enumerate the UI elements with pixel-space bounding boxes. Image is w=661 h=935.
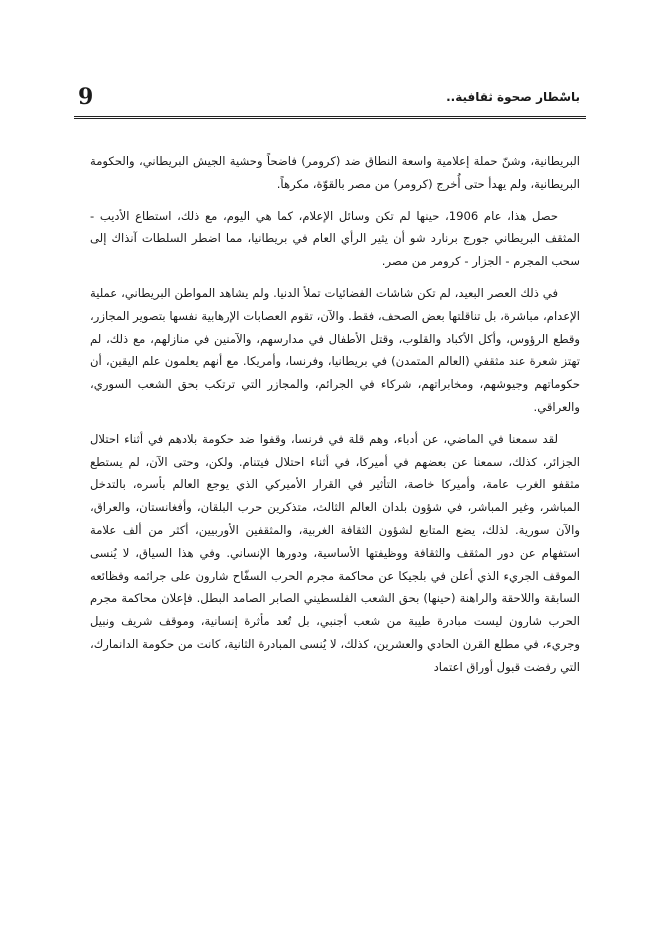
body-text xyxy=(90,150,580,688)
paragraph: لقد سمعنا في الماضي، عن أدباء، وهم قلة في فرنسا، وقفوا ضد حكومة بلادهم في أثناء احتلال الجزائر، كذلك، سمعنا عن بعضهم في أميركا، في أثناء احتلال فيتنام. ولكن، وحتى الآن، لم يستطع مثقفو الغرب عامة، وأميركا خاصة، التأثير في القرار الأميركي الذي يوجع العالم بأسره، بالتدخل المباشر، وغير المباشر، في شؤون بلدان العالم الثالث، متذكرين حرب البلقان، وأفغانستان، والعراق، والآن سورية. لذلك، يضع المتابع لشؤون الثقافة الغربية، والمثقفين الأوربيين، أكثر من ألف علامة استفهام عن دور المثقف والثقافة ووظيفتها الأساسية، ودورها الإنساني. وفي هذا السياق، لا يُنسى الموقف الجريء الذي أعلن في بلجيكا عن محاكمة مجرم الحرب السفّاح شارون على جرائمه وفظائعه السابقة واللاحقة والراهنة (حينها) بحق الشعب الفلسطيني الصابر الصامد البطل. فإعلان محاكمة مجرم الحرب شارون ليست مبادرة طيبة من شعب أجنبي، بل تُعد مأثرة إنسانية، وموقف شريف ونبيل وجريء، في مطلع القرن الحادي والعشرين، كذلك، لا يُنسى المبادرة الثانية، كانت من حكومة الدانمارك، التي رفضت قبول أوراق اعتماد xyxy=(90,431,580,674)
paragraph: في ذلك العصر البعيد، لم تكن شاشات الفضائيات تملأ الدنيا. ولم يشاهد المواطن البريطاني، عملية الإعدام، مباشرة، بل تناقلتها بعض الصحف، فقط. والآن، تقوم العصابات الإرهابية نفسها بتصوير المجازر، وقطع الرؤوس، وأكل الأكباد والقلوب، وقتل الأطفال في مدارسهم، والآمنين في منازلهم، مع ذلك، لم تهتز شعرة عند مثقفي (العالم المتمدن) في بريطانيا، وفرنسا، وأمريكا. مع أنهم يعلمون علم اليقين، أن حكوماتهم وجيوشهم، ومخابراتهم، شركاء في الجرائم، والمجازر التي ترتكب بحق الشعب السوري، والعراقي. xyxy=(90,285,580,414)
paragraph: البريطانية، وشنّ حملة إعلامية واسعة النطاق ضد (كرومر) فاضحاً وحشية الجيش البريطاني، والحكومة البريطانية، ولم يهدأ حتى أُخرج (كرومر) من مصر بالقوّة، مكرهاً. xyxy=(90,154,580,191)
paragraph: حصل هذا، عام 1906، حينها لم تكن وسائل الإعلام، كما هي اليوم، مع ذلك، استطاع الأديب - المثقف البريطاني جورج برنارد شو أن يثير الرأي العام في بريطانيا، مما اضطر السلطات آنذاك إلى سحب المجرم - الجزار - كرومر من مصر. xyxy=(90,208,580,269)
running-title: باسْطار صحوة ثقافية.. xyxy=(446,90,580,104)
page-header xyxy=(74,80,586,119)
page-number: 9 xyxy=(78,84,94,110)
